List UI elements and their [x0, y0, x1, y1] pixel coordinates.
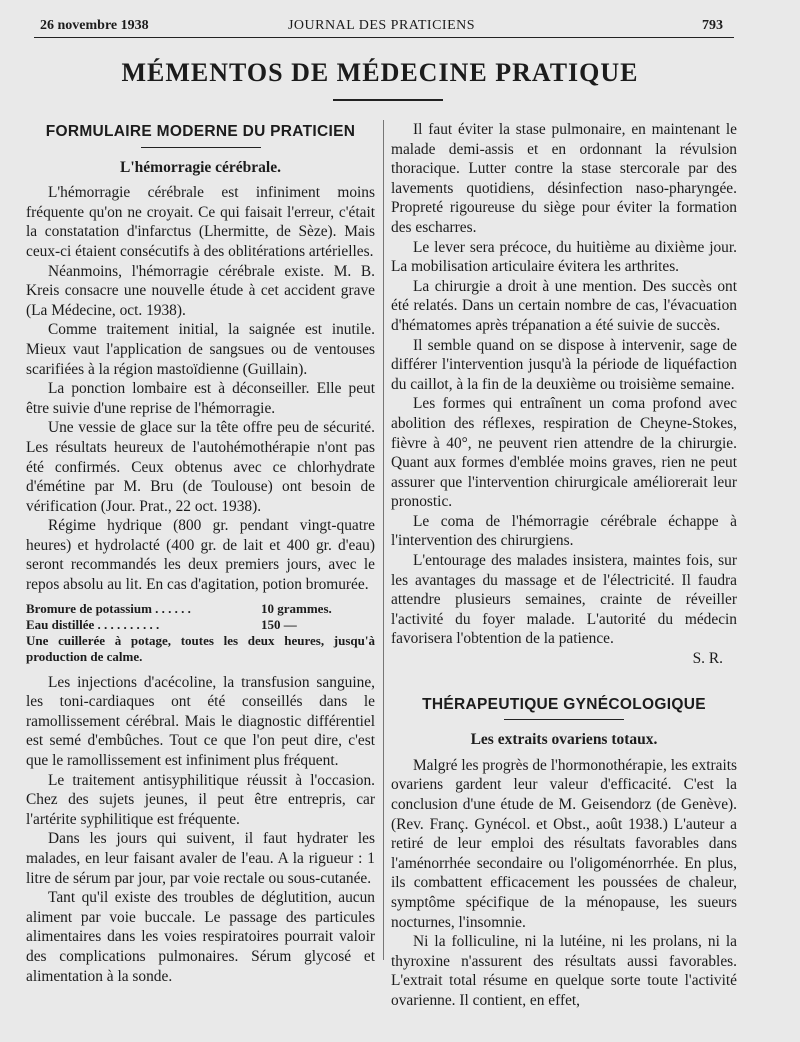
issue-date: 26 novembre 1938 [40, 18, 149, 33]
paragraph: L'hémorragie cérébrale est infiniment moins fréquente qu'on ne croyait. Ce qui faisait l'erreur, c'était la constatation d'infarctus (Lhermitte, de Sèze). Mais ceux-ci étaient consécutifs à des oblitérations artérielles. [26, 184, 375, 260]
paragraph: Dans les jours qui suivent, il faut hydrater les malades, en leur faisant avaler de l'eau. A la rigueur : 1 litre de sérum par jour, par voie rectale ou sous-cutanée. [26, 830, 375, 887]
article-subtitle: L'hémorragie cérébrale. [120, 158, 281, 176]
paragraph: Néanmoins, l'hémorragie cérébrale existe. M. B. Kreis consacre une nouvelle étude à cet accident grave (La Médecine, oct. 1938). [26, 262, 375, 319]
section-heading-therapeutique: THÉRAPEUTIQUE GYNÉCOLOGIQUE [422, 695, 706, 713]
paragraph: Tant qu'il existe des troubles de déglutition, aucun aliment par voie buccale. Le passage des particules alimentaires dans les voies respiratoires pourrait valoir des complications pulmonaires. Sérum glycosé et alimentation à la sonde. [26, 889, 375, 985]
paragraph: Régime hydrique (800 gr. pendant vingt-quatre heures) et hydrolacté (400 gr. de lait et 400 gr. d'eau) seront recommandés les deux premiers jours, avec le repos absolu au lit. En cas d'agitation, potion bromurée. [26, 517, 375, 594]
section-rule [141, 147, 261, 148]
paragraph: Il faut éviter la stase pulmonaire, en maintenant le malade demi-assis et en ordonnant la révulsion thoracique. Lutter contre la stase stercorale par des lavements quotidiens, désinfection naso-pharyngée. Propreté rigoureuse du siège pour éviter la formation des escharres. [391, 121, 737, 236]
ingredient-qty: 150 — [261, 616, 297, 632]
paragraph: Malgré les progrès de l'hormonothérapie, les extraits ovariens gardent leur valeur d'efficacité. C'est la conclusion d'une étude de M. Geisendorz (de Genève). (Rev. Franç. Gynécol. et Obst., août 1938.) L'auteur a retiré de leur emploi des résultats favorables dans l'aménorrhée secondaire ou l'oligoménorrhée. En plus, ils combattent efficacement les poussées de chaleur, symptôme spécifique de la ménopause, les sueurs nocturnes, l'insomnie. [391, 756, 737, 931]
running-header [40, 18, 723, 38]
page-number: 793 [702, 18, 723, 33]
paragraph: Une vessie de glace sur la tête offre peu de sécurité. Les résultats heureux de l'autohémothérapie n'ont pas été confirmés. Ceux obtenus avec ce chlorhydrate d'émétine par M. Bru (de Toulouse) ont besoin de vérification (Jour. Prat., 22 oct. 1938). [26, 419, 375, 515]
right-column [391, 120, 737, 1011]
paragraph: La chirurgie a droit à une mention. Des succès ont été relatés. Dans un certain nombre de cas, l'évacuation d'hématomes après trépanation a été suivie de succès. [391, 277, 737, 334]
prescription-note: Une cuillerée à potage, toutes les deux heures, jusqu'à production de calme. [26, 632, 375, 664]
spacer [391, 669, 737, 695]
paragraph: Ni la folliculine, ni la lutéine, ni les prolans, ni la thyroxine n'assurent des résultats aussi favorables. L'extrait total résume en quelque sorte toute l'activité ovarienne. Il contient, en effet, [391, 933, 737, 1009]
journal-name: JOURNAL DES PRATICIENS [287, 18, 476, 33]
ingredient-name: Bromure de potassium . . . . . . [26, 600, 191, 616]
section-rule [504, 719, 624, 720]
header-rule [34, 37, 734, 38]
article-subtitle: Les extraits ovariens totaux. [470, 731, 658, 749]
paragraph: Il semble quand on se dispose à intervenir, sage de différer l'intervention jusqu'à la période de liquéfaction du caillot, à la fin de la deuxième ou troisième semaine. [391, 336, 737, 393]
paragraph: L'entourage des malades insistera, maintes fois, sur les avantages du massage et de l'électricité. Il faudra attendre plusieurs semaines, crainte de réveiller l'activité du foyer malade. L'autorité du médecin favorisera l'obtention de la patience. [391, 552, 737, 648]
paragraph: Les formes qui entraînent un coma profond avec abolition des réflexes, respiration de Cheyne-Stokes, fièvre à 40°, ne peuvent rien attendre de la chirurgie. Quant aux formes d'emblée moins graves, rien ne peut assurer que l'intervention chirurgicale améliorerait leur pronostic. [391, 395, 737, 511]
left-column [26, 122, 375, 986]
prescription [26, 601, 375, 665]
paragraph: Le coma de l'hémorragie cérébrale échappe à l'intervention des chirurgiens. [391, 512, 737, 550]
paragraph: La ponction lombaire est à déconseiller. Elle peut être suivie d'une reprise de l'hémorragie. [26, 380, 375, 417]
author-signature: S. R. [692, 650, 723, 668]
paragraph: Le traitement antisyphilitique réussit à l'occasion. Chez des sujets jeunes, il peut être entrepris, car l'artérite syphilitique est fréquente. [26, 771, 375, 828]
paragraph: Les injections d'acécoline, la transfusion sanguine, les toni-cardiaques ont été conseillés dans le ramollissement cérébral. Mais le diagnostic différentiel est semé d'embûches. Tout ce que l'on peut dire, c'est que le ramollissement est infiniment plus fréquent. [26, 673, 375, 770]
column-divider [383, 120, 384, 960]
prescription-line [26, 617, 375, 633]
paragraph: Comme traitement initial, la saignée est inutile. Mieux vaut l'application de sangsues ou de ventouses scarifiées à la région mastoïdienne (Guillain). [26, 321, 375, 378]
section-heading-formulaire: FORMULAIRE MODERNE DU PRATICIEN [45, 123, 356, 140]
ingredient-qty: 10 grammes. [261, 600, 332, 616]
page-title: MÉMENTOS DE MÉDECINE PRATIQUE [121, 58, 639, 87]
title-rule [333, 99, 443, 101]
ingredient-name: Eau distillée . . . . . . . . . . [26, 616, 160, 632]
prescription-line [26, 601, 375, 617]
paragraph: Le lever sera précoce, du huitième au dixième jour. La mobilisation articulaire évitera les arthrites. [391, 238, 737, 276]
